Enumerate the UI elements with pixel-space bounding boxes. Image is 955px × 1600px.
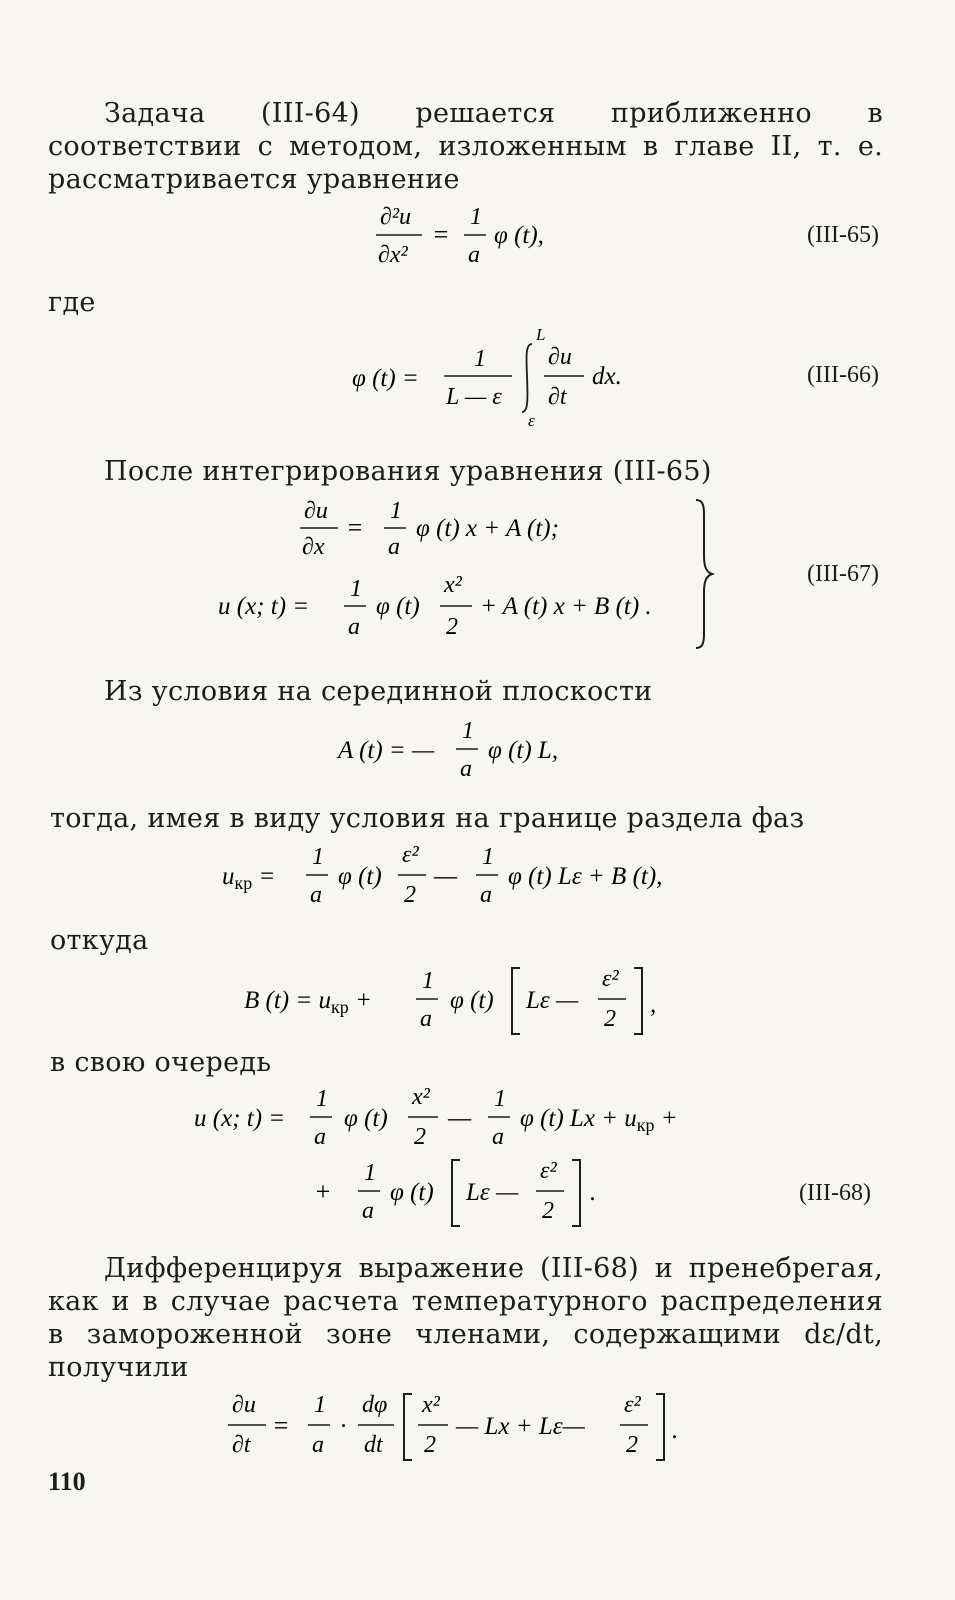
svg-text:—: — [434, 861, 458, 890]
svg-text:a: a [362, 1198, 374, 1224]
svg-text:1: 1 [462, 718, 474, 744]
svg-text:∂x: ∂x [302, 534, 325, 560]
svg-text:2: 2 [542, 1198, 554, 1224]
equation-number: (III-66) [807, 362, 879, 388]
svg-text:x²: x² [422, 1392, 440, 1418]
svg-text:2: 2 [446, 614, 458, 640]
equation-b-t [244, 958, 674, 1049]
svg-text:Lε —: Lε — [466, 1179, 519, 1206]
equation-b-t-formula [244, 958, 674, 1042]
svg-text:2: 2 [404, 882, 416, 908]
svg-text:1: 1 [422, 968, 434, 994]
svg-text:u (x; t) =: u (x; t) = [218, 593, 310, 620]
svg-text:φ (t): φ (t) [338, 863, 382, 890]
svg-text:.: . [590, 1179, 597, 1206]
svg-text:2: 2 [424, 1432, 436, 1458]
svg-text:1: 1 [314, 1392, 326, 1418]
svg-text:Lε —: Lε — [526, 987, 579, 1014]
svg-text:1: 1 [470, 204, 482, 230]
paragraph-then: тогда, имея в виду условия на границе раздела фаз [50, 803, 805, 834]
svg-text:2: 2 [414, 1124, 426, 1150]
svg-text:dφ: dφ [362, 1392, 388, 1418]
svg-text:φ (t): φ (t) [390, 1179, 434, 1206]
svg-text:ε²: ε² [402, 842, 419, 868]
svg-text:φ (t): φ (t) [344, 1105, 388, 1132]
svg-text:a: a [312, 1432, 324, 1458]
svg-text:—: — [448, 1103, 472, 1132]
svg-text:ε²: ε² [540, 1158, 557, 1184]
paragraph-whence: откуда [50, 925, 149, 956]
svg-text:B (t) = uкр +: B $(t) = u_{кр}$ + [244, 987, 372, 1017]
equation-number: (III-65) [807, 222, 879, 248]
svg-text:a: a [314, 1124, 326, 1150]
paragraph-after-integration: После интегрирования уравнения (III-65) [104, 456, 712, 487]
equation-iii-65-formula [370, 200, 610, 270]
equation-a-t-formula [338, 714, 618, 784]
svg-text:=: = [346, 513, 364, 542]
equation-iii-65 [370, 200, 610, 277]
svg-text:∂²u: ∂²u [380, 204, 412, 230]
svg-text:ε²: ε² [624, 1392, 641, 1418]
page-number: 110 [48, 1467, 86, 1496]
svg-text:φ (t) =: φ (t) = [352, 365, 419, 392]
svg-text:A (t) = —: A (t) = — [338, 737, 435, 764]
svg-text:ε: ε [528, 411, 535, 430]
svg-text:=: = [272, 1411, 290, 1440]
svg-text:L: L [536, 325, 546, 344]
svg-text:u (x; t) =: u (x; t) = [194, 1105, 286, 1132]
equation-iii-66 [352, 326, 652, 437]
svg-text:∂x²: ∂x² [378, 242, 408, 268]
svg-text:x²: x² [412, 1084, 430, 1110]
svg-text:φ (t): φ (t) [450, 987, 494, 1014]
svg-text:1: 1 [494, 1086, 506, 1112]
paragraph-intro: Задача (III-64) решается приближенно в соответствии с методом, изложенным в главе II, т. е. рассматривается уравнение [48, 98, 883, 195]
equation-u-kp-formula [222, 840, 722, 914]
svg-text:dt: dt [364, 1432, 383, 1458]
svg-text:+: + [314, 1177, 332, 1206]
equation-iii-68 [194, 1082, 734, 1239]
equation-du-dt-formula [228, 1384, 698, 1468]
svg-text:— Lx + Lε—: — Lx + Lε— [456, 1413, 585, 1440]
paragraph-differentiating: Дифференцируя выражение (III-68) и пренебрегая, как и в случае расчета температурного распределения в замороженной зоне членами, содержащими dε/dt, получили [48, 1253, 883, 1383]
svg-text:1: 1 [350, 576, 362, 602]
svg-text:2: 2 [626, 1432, 638, 1458]
paragraph-where: где [48, 287, 96, 318]
svg-text:a: a [388, 534, 400, 560]
svg-text:∂t: ∂t [232, 1432, 251, 1458]
svg-text:a: a [468, 242, 480, 268]
svg-text:1: 1 [316, 1086, 328, 1112]
svg-text:,: , [650, 991, 657, 1018]
svg-text:+ A (t) x + B (t) .: + A (t) x + B (t) . [480, 593, 652, 620]
svg-text:.: . [672, 1417, 679, 1444]
svg-text:φ (t) Lε + B (t),: φ (t) Lε + B (t), [508, 863, 663, 890]
svg-text:a: a [460, 756, 472, 782]
svg-text:2: 2 [604, 1006, 616, 1032]
equation-iii-66-formula [352, 326, 652, 430]
svg-text:∂t: ∂t [548, 384, 567, 410]
svg-text:a: a [492, 1124, 504, 1150]
paragraph-from-condition: Из условия на серединной плоскости [104, 676, 653, 707]
svg-text:φ (t): φ (t) [376, 593, 420, 620]
svg-text:x²: x² [444, 572, 462, 598]
equation-du-dt [228, 1384, 698, 1475]
svg-text:=: = [432, 220, 450, 249]
equation-u-kp [222, 840, 722, 921]
svg-text:dx.: dx. [592, 363, 622, 390]
svg-text:∂u: ∂u [232, 1392, 256, 1418]
svg-text:·: · [340, 1413, 347, 1440]
svg-text:φ (t) x + A (t);: φ (t) x + A (t); [416, 515, 559, 542]
svg-text:1: 1 [364, 1160, 376, 1186]
svg-text:φ (t) L,: φ (t) L, [488, 737, 559, 764]
svg-text:φ (t),: φ (t), [494, 222, 544, 249]
paragraph-in-turn: в свою очередь [50, 1047, 272, 1078]
svg-text:1: 1 [312, 844, 324, 870]
svg-text:a: a [310, 882, 322, 908]
equation-iii-67-formula [218, 494, 718, 654]
equation-iii-68-formula [194, 1082, 734, 1232]
svg-text:ε²: ε² [602, 966, 619, 992]
svg-text:1: 1 [482, 844, 494, 870]
svg-text:∂u: ∂u [548, 344, 572, 370]
equation-number: (III-67) [807, 561, 879, 587]
equation-number: (III-68) [799, 1180, 871, 1206]
svg-text:∂u: ∂u [304, 498, 328, 524]
svg-text:a: a [348, 614, 360, 640]
svg-text:1: 1 [474, 346, 486, 372]
svg-text:1: 1 [390, 498, 402, 524]
svg-text:a: a [480, 882, 492, 908]
equation-a-t [338, 714, 618, 791]
svg-text:L — ε: L — ε [446, 384, 502, 410]
svg-text:uкр =: $u_{кр}$ = [222, 863, 276, 893]
svg-text:a: a [420, 1006, 432, 1032]
svg-text:φ (t) Lx + uкр +: φ (t) $Lx + u_{кр}$ + [520, 1105, 678, 1135]
equation-iii-67 [218, 494, 718, 661]
